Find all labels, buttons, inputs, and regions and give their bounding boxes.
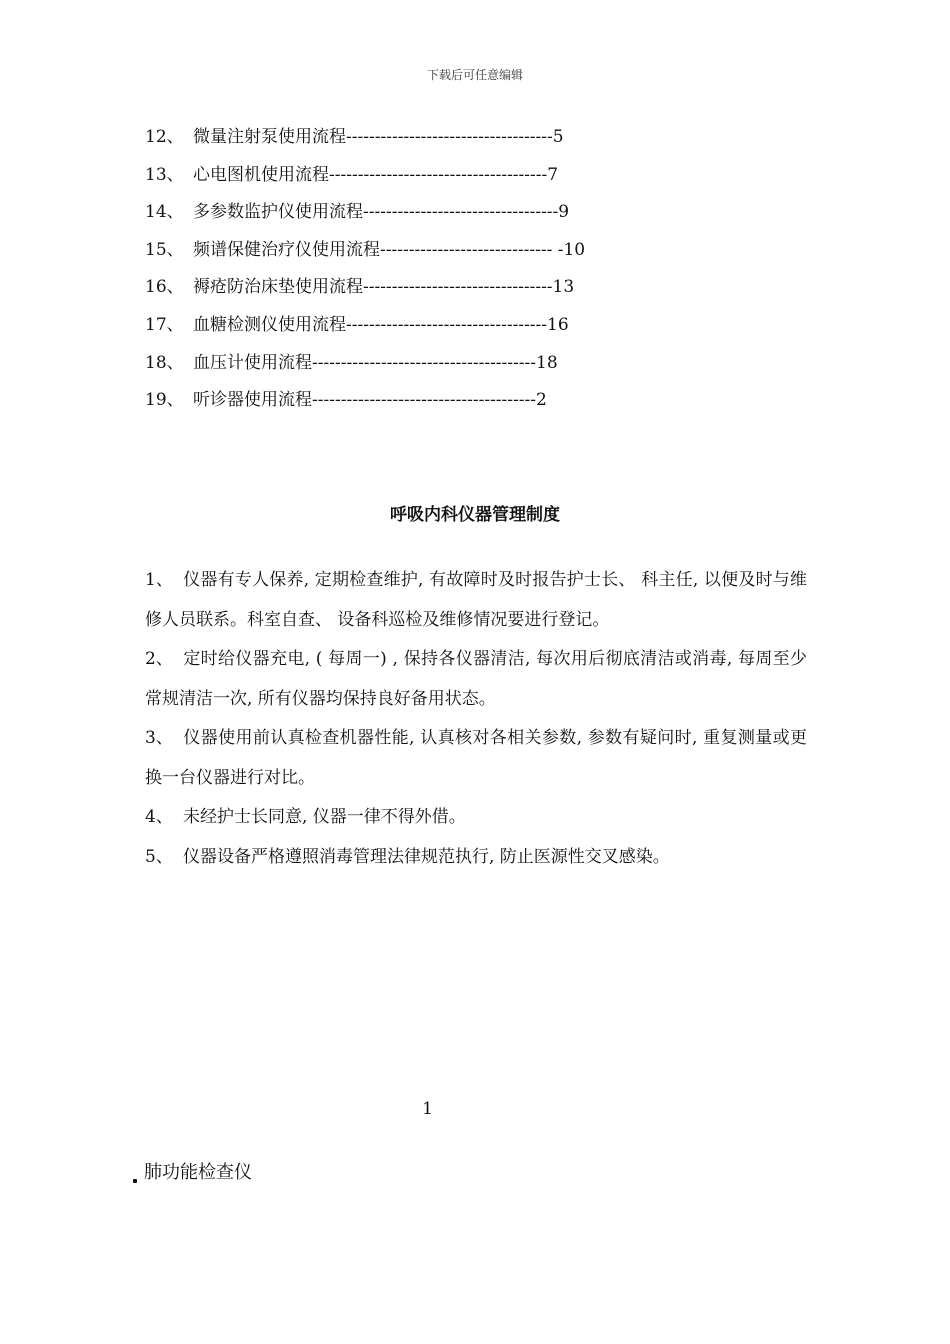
rule-number: 3、 — [145, 728, 173, 748]
toc-item-text: 频谱保健治疗仪使用流程------------------------------ -10 — [193, 239, 586, 260]
rule-text: 仪器使用前认真检查机器性能, 认真核对各相关参数, 参数有疑问时, 重复测量或更换一台仪器进行对比。 — [145, 728, 807, 788]
toc-item-text: 多参数监护仪使用流程----------------------------------9 — [193, 202, 570, 223]
table-of-contents — [145, 124, 785, 425]
toc-item — [145, 237, 785, 275]
toc-item-number: 14、 — [145, 202, 184, 223]
next-section-heading: 肺功能检查仪 — [144, 1162, 252, 1183]
rule-number: 4、 — [145, 807, 173, 827]
rule-text: 未经护士长同意, 仪器一律不得外借。 — [183, 807, 466, 827]
rule-text: 仪器有专人保养, 定期检查维护, 有故障时及时报告护士长、 科主任, 以便及时与维修人员联系。科室自查、 设备科巡检及维修情况要进行登记。 — [145, 570, 807, 630]
toc-item — [145, 350, 785, 388]
toc-item — [145, 162, 785, 200]
toc-item — [145, 387, 785, 425]
toc-item-number: 12、 — [145, 127, 184, 147]
toc-item-number: 15、 — [145, 239, 184, 260]
toc-item-text: 微量注射泵使用流程------------------------------------5 — [193, 127, 564, 147]
bullet-dot-icon — [133, 1179, 137, 1183]
toc-item — [145, 312, 785, 350]
rule-item — [145, 719, 807, 798]
section-title: 呼吸内科仪器管理制度 — [390, 505, 560, 525]
toc-item-text: 血糖检测仪使用流程-----------------------------------16 — [193, 314, 569, 335]
toc-item — [145, 124, 785, 162]
rule-text: 定时给仪器充电, ( 每周一) , 保持各仪器清洁, 每次用后彻底清洁或消毒, 每周至少常规清洁一次, 所有仪器均保持良好备用状态。 — [145, 649, 807, 709]
rule-text: 仪器设备严格遵照消毒管理法律规范执行, 防止医源性交叉感染。 — [183, 846, 670, 867]
toc-item-number: 17、 — [145, 314, 184, 335]
toc-item — [145, 199, 785, 237]
rule-number: 5、 — [145, 846, 173, 867]
rules-list — [145, 561, 807, 877]
toc-item-number: 19、 — [145, 390, 184, 411]
toc-item-text: 褥疮防治床垫使用流程---------------------------------13 — [193, 277, 575, 298]
page-number: 1 — [422, 1099, 433, 1119]
rule-number: 1、 — [145, 570, 173, 590]
rule-item — [145, 798, 807, 838]
toc-item-text: 血压计使用流程---------------------------------------18 — [193, 352, 558, 373]
rule-number: 2、 — [145, 649, 173, 669]
rule-item — [145, 640, 807, 719]
toc-item-number: 16、 — [145, 277, 184, 298]
rule-item — [145, 561, 807, 640]
toc-item-text: 心电图机使用流程--------------------------------------7 — [193, 164, 559, 185]
toc-item — [145, 274, 785, 312]
header-note: 下载后可任意编辑 — [426, 68, 523, 82]
toc-item-text: 听诊器使用流程---------------------------------------2 — [193, 390, 547, 411]
toc-item-number: 18、 — [145, 352, 184, 373]
rule-item — [145, 838, 807, 878]
toc-item-number: 13、 — [145, 164, 184, 185]
